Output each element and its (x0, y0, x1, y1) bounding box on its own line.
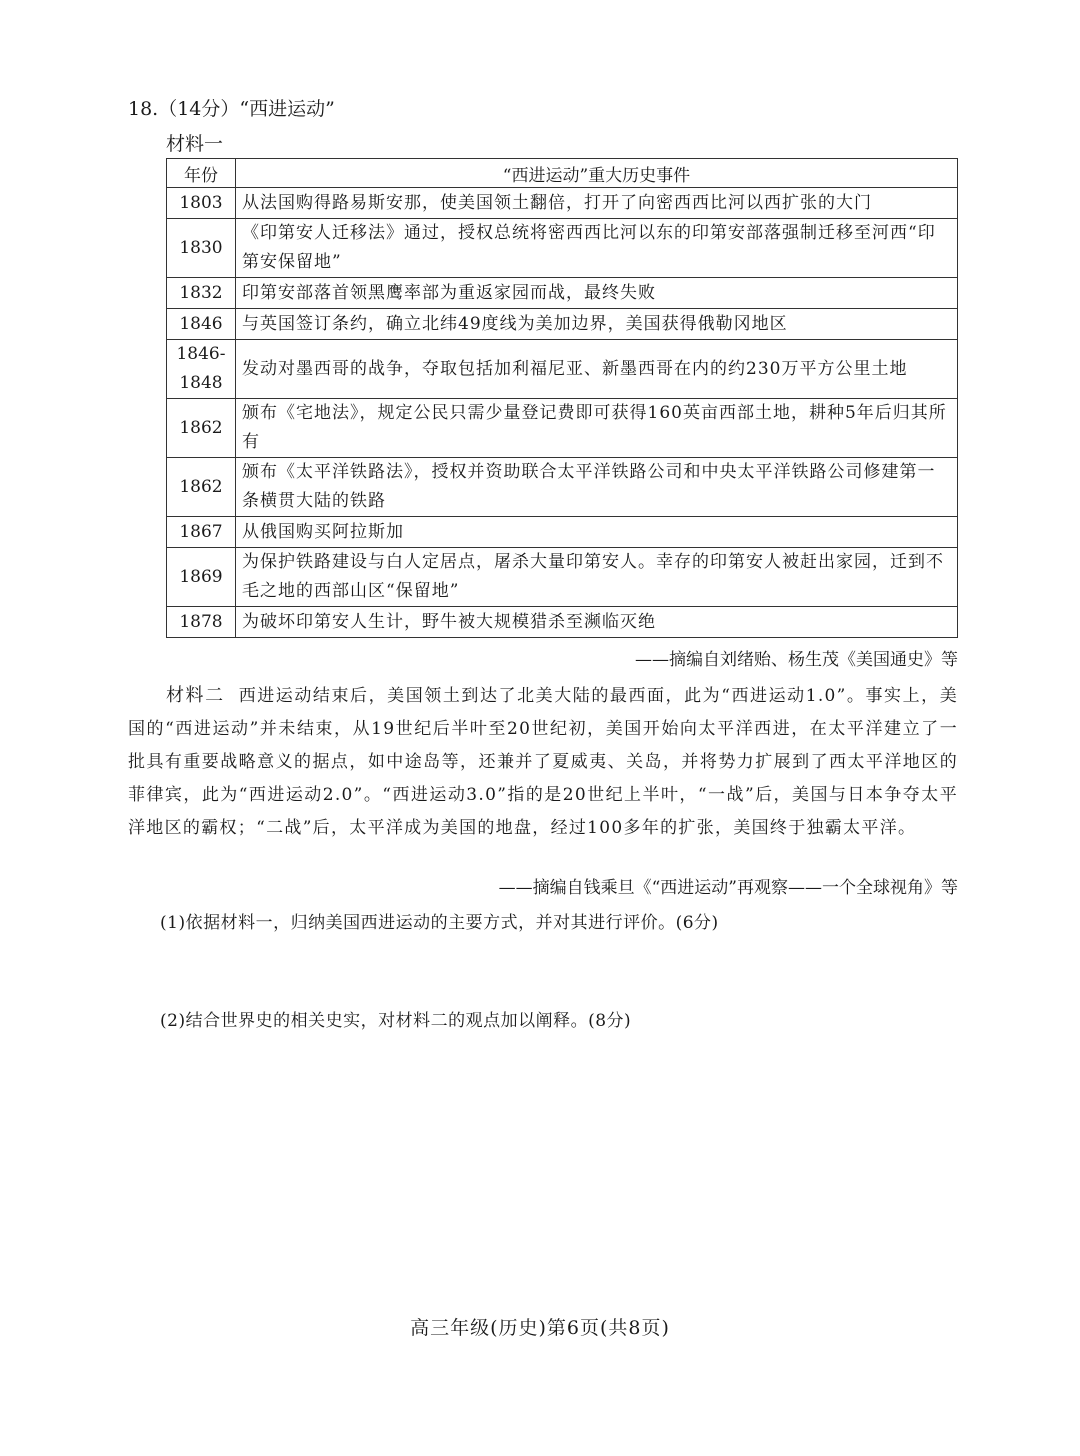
page-footer: 高三年级(历史)第6页(共8页) (410, 1317, 670, 1339)
row-event: 为破坏印第安人生计，野牛被大规模猎杀至濒临灭绝 (236, 607, 958, 638)
table-row (167, 309, 958, 340)
table-row (167, 219, 958, 278)
row-event: 印第安部落首领黑鹰率部为重返家园而战，最终失败 (236, 278, 958, 309)
material-1-label: 材料一 (166, 133, 224, 155)
table-row (167, 548, 958, 607)
table-row (167, 458, 958, 517)
row-year: 1803 (167, 188, 236, 219)
sub-question-1: (1)依据材料一，归纳美国西进运动的主要方式，并对其进行评价。(6分) (160, 913, 719, 933)
table-row (167, 399, 958, 458)
row-year-start: 1846- (176, 344, 226, 364)
material-1-source: ——摘编自刘绪贻、杨生茂《美国通史》等 (635, 650, 958, 670)
row-event: 《印第安人迁移法》通过，授权总统将密西西比河以东的印第安部落强制迁移至河西“印第安保留地” (236, 219, 958, 278)
table-row (167, 607, 958, 638)
question-title: 18.（14分）“西进运动” (128, 98, 335, 120)
row-event: 从俄国购买阿拉斯加 (236, 517, 958, 548)
row-event: 发动对墨西哥的战争，夺取包括加利福尼亚、新墨西哥在内的约230万平方公里土地 (236, 340, 958, 399)
table-row (167, 340, 958, 399)
header-event: “西进运动”重大历史事件 (236, 159, 958, 188)
row-event: 从法国购得路易斯安那，使美国领土翻倍，打开了向密西西比河以西扩张的大门 (236, 188, 958, 219)
material-2-label: 材料二 (166, 685, 225, 706)
row-event: 与英国签订条约，确立北纬49度线为美加边界，美国获得俄勒冈地区 (236, 309, 958, 340)
row-event: 为保护铁路建设与白人定居点，屠杀大量印第安人。幸存的印第安人被赶出家园，迁到不毛之地的西部山区“保留地” (236, 548, 958, 607)
row-year-end: 1848 (179, 373, 223, 393)
row-year: 1832 (167, 278, 236, 309)
material-2-text: 西进运动结束后，美国领土到达了北美大陆的最西面，此为“西进运动1.0”。事实上，美国的“西进运动”并未结束，从19世纪后半叶至20世纪初，美国开始向太平洋西进，在太平洋建立了一批具有重要战略意义的据点，如中途岛等，还兼并了夏威夷、关岛，并将势力扩展到了西太平洋地区的菲律宾，此为“西进运动2.0”。“西进运动3.0”指的是20世纪上半叶，“一战”后，美国与日本争夺太平洋地区的霸权；“二战”后，太平洋成为美国的地盘，经过100多年的扩张，美国终于独霸太平洋。 (128, 686, 958, 838)
row-year (167, 340, 236, 399)
row-year: 1830 (167, 219, 236, 278)
row-event: 颁布《宅地法》，规定公民只需少量登记费即可获得160英亩西部土地，耕种5年后归其所有 (236, 399, 958, 458)
row-year: 1878 (167, 607, 236, 638)
material-2-source: ——摘编自钱乘旦《“西进运动”再观察——一个全球视角》等 (498, 878, 958, 898)
row-event: 颁布《太平洋铁路法》，授权并资助联合太平洋铁路公司和中央太平洋铁路公司修建第一条横贯大陆的铁路 (236, 458, 958, 517)
material-2-paragraph (128, 679, 958, 845)
table-row (167, 278, 958, 309)
header-year: 年份 (167, 159, 236, 188)
row-year: 1862 (167, 399, 236, 458)
row-year: 1867 (167, 517, 236, 548)
row-year: 1869 (167, 548, 236, 607)
table-row (167, 517, 958, 548)
table-row (167, 188, 958, 219)
table-header-row (167, 159, 958, 188)
sub-question-2: (2)结合世界史的相关史实，对材料二的观点加以阐释。(8分) (160, 1011, 632, 1031)
row-year: 1846 (167, 309, 236, 340)
row-year: 1862 (167, 458, 236, 517)
events-table (166, 158, 958, 638)
